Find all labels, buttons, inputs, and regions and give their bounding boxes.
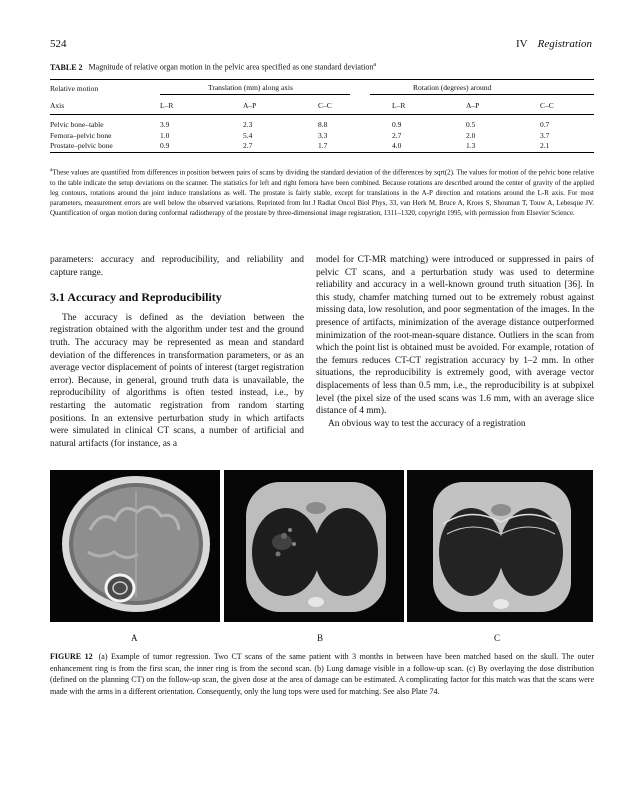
table-cell: 5.4	[243, 130, 253, 140]
table-footnote	[50, 165, 594, 218]
accuracy-paragraph: The accuracy is defined as the deviation between the registration obtained with the algorithm under test and the ground truth. The accuracy may be represented as mean and standard deviation of the differences in transformation parameters, or as an average vector displacement of points of interest (target registration error). Because, in general, ground truth data is unavailable, the reproducibility of algorithms is often tested instead, i.e., by restarting the automatic registration from random starting positions. In an extensive perturbation study in which artifacts were simulated in clinical CT scans, a number of artificial and natural artifacts (for instance, as a	[50, 312, 304, 449]
table-cell: 0.9	[392, 120, 402, 129]
table-cell: 0.7	[540, 120, 550, 129]
row-name: Prostate–pelvic bone	[50, 141, 113, 150]
table-bottom-rule	[50, 152, 594, 153]
panel-label-c: C	[494, 633, 501, 643]
table-cell: 3.7	[540, 130, 550, 140]
table-header-rule	[50, 114, 594, 115]
table-cell: 2.7	[243, 141, 253, 150]
table-cell: 0.9	[160, 141, 170, 150]
table-cell: 2.3	[243, 120, 253, 129]
table-caption	[50, 62, 610, 72]
perturbation-paragraph: model for CT-MR matching) were introduced or suppressed in pairs of pelvic CT scans, and a perturbation study was used to determine reliability and accuracy in a well-known ground truth situation [36]. In this study, chamfer matching turned out to be extremely robust against missing data, low resolution, and poor segmentation of the images. In the presence of artifacts, minimization of the average distance outperformed minimization of the root-mean-square distance. Outliers in the scan from which the point list is obtained must be avoided. For example, rotation of the femurs reduces CT-CT registration accuracy by 1–2 mm. In other situations, the reproducibility is extremely good, with average vector displacements of less than 0.5 mm, i.e., the reproducibility is at subpixel level (the pixel size of the used scans was 1.6 mm, with an average slice distance of 4 mm).	[316, 255, 594, 417]
header-relative-motion: Relative motion	[50, 84, 99, 93]
figure-caption	[50, 651, 594, 697]
header-axis: Axis	[50, 101, 65, 110]
panel-label-a: A	[131, 633, 138, 643]
section-title: Registration	[537, 38, 592, 50]
axis-header: L–R	[392, 101, 406, 110]
section-heading: 3.1 Accuracy and Reproducibility	[50, 290, 222, 305]
table-cell: 3.3	[318, 130, 328, 140]
header-rotation-group: Rotation (degrees) around	[413, 83, 492, 92]
table-cell: 3.9	[160, 120, 170, 129]
footnote-text: These values are quantified from differences in position between pairs of scans by dividing the standard deviation of the differences by sqrt(2). The values for motion of the pelvic bone relative to the table indicate the setup deviations on the scanner. The statistics for left and right femora have been combined. Because rotations are described around the center of gravity of the applied leg contours, rotations around the joint induce translations as well. The prostate is fairly stable, except for translations in the A-P direction and rotations around the L-R axis. For most parameters, measurement errors are well below the observed variations. Reprinted from Int J Radiat Oncol Biol Phys, 33, van Herk M, Bruce A, Kroes S, Shouman T, Touw A, Lebesque JV. Quantification of organ motion during conformal radiotherapy of the prostate by three-dimensional image registration, 1311–1320, copyright 1995, with permission from Elsevier Science.	[50, 168, 594, 218]
table-cell: 8.8	[318, 120, 328, 129]
figure-panel-b-lung-ct	[224, 470, 404, 622]
accuracy-test-paragraph: An obvious way to test the accuracy of a registration	[328, 418, 526, 429]
table-cell: 1.3	[466, 141, 476, 150]
footnote-marker: a	[50, 167, 53, 173]
table-top-rule	[50, 79, 594, 80]
figure-label: FIGURE 12	[50, 652, 93, 661]
translation-span-rule	[160, 94, 350, 95]
right-column	[316, 254, 594, 430]
header-translation-group: Translation (mm) along axis	[208, 83, 293, 92]
table-title: Magnitude of relative organ motion in the pelvic area specified as one standard deviation	[88, 62, 374, 72]
table-cell: 4.0	[392, 141, 402, 150]
table-cell: 2.1	[540, 141, 550, 150]
table-cell: 2.0	[466, 130, 476, 140]
row-name: Femora–pelvic bone	[50, 130, 112, 140]
axis-header: A–P	[466, 101, 480, 110]
page-number: 524	[50, 38, 67, 50]
table-caption-marker: a	[373, 62, 377, 68]
figure-caption-text: (a) Example of tumor regression. Two CT scans of the same patient with 3 months in between have been matched based on the skull. The outer enhancement ring is from the first scan, the inner ring is from the second scan. (b) Lung damage visible in a follow-up scan. (c) By overlaying the dose distribution (defined on the planning CT) on the follow-up scan, the given dose at the area of damage can be estimated. A complicating factor for this match was that the scans were made with the arms in a different orientation. Consequently, only the lung tops were used for matching. See also Plate 74.	[50, 652, 594, 696]
running-head	[516, 38, 592, 50]
table-cell: 1.0	[160, 130, 170, 140]
panel-label-b: B	[317, 633, 324, 643]
row-name: Pelvic bone–table	[50, 120, 104, 129]
section-number: IV	[516, 38, 528, 50]
table-cell: 0.5	[466, 120, 476, 129]
figure-panel-a-brain-ct	[50, 470, 220, 622]
table-cell: 1.7	[318, 141, 328, 150]
axis-header: C–C	[318, 101, 332, 110]
axis-header: A–P	[243, 101, 257, 110]
left-column	[50, 254, 304, 450]
rotation-span-rule	[370, 94, 594, 95]
left-intro-paragraph: parameters: accuracy and reproducibility, and reliability and capture range.	[50, 255, 304, 278]
table-label: TABLE 2	[50, 62, 83, 72]
figure-panel-c-dose-overlay	[407, 470, 593, 622]
table-cell: 2.7	[392, 130, 402, 140]
axis-header: C–C	[540, 101, 554, 110]
axis-header: L–R	[160, 101, 174, 110]
